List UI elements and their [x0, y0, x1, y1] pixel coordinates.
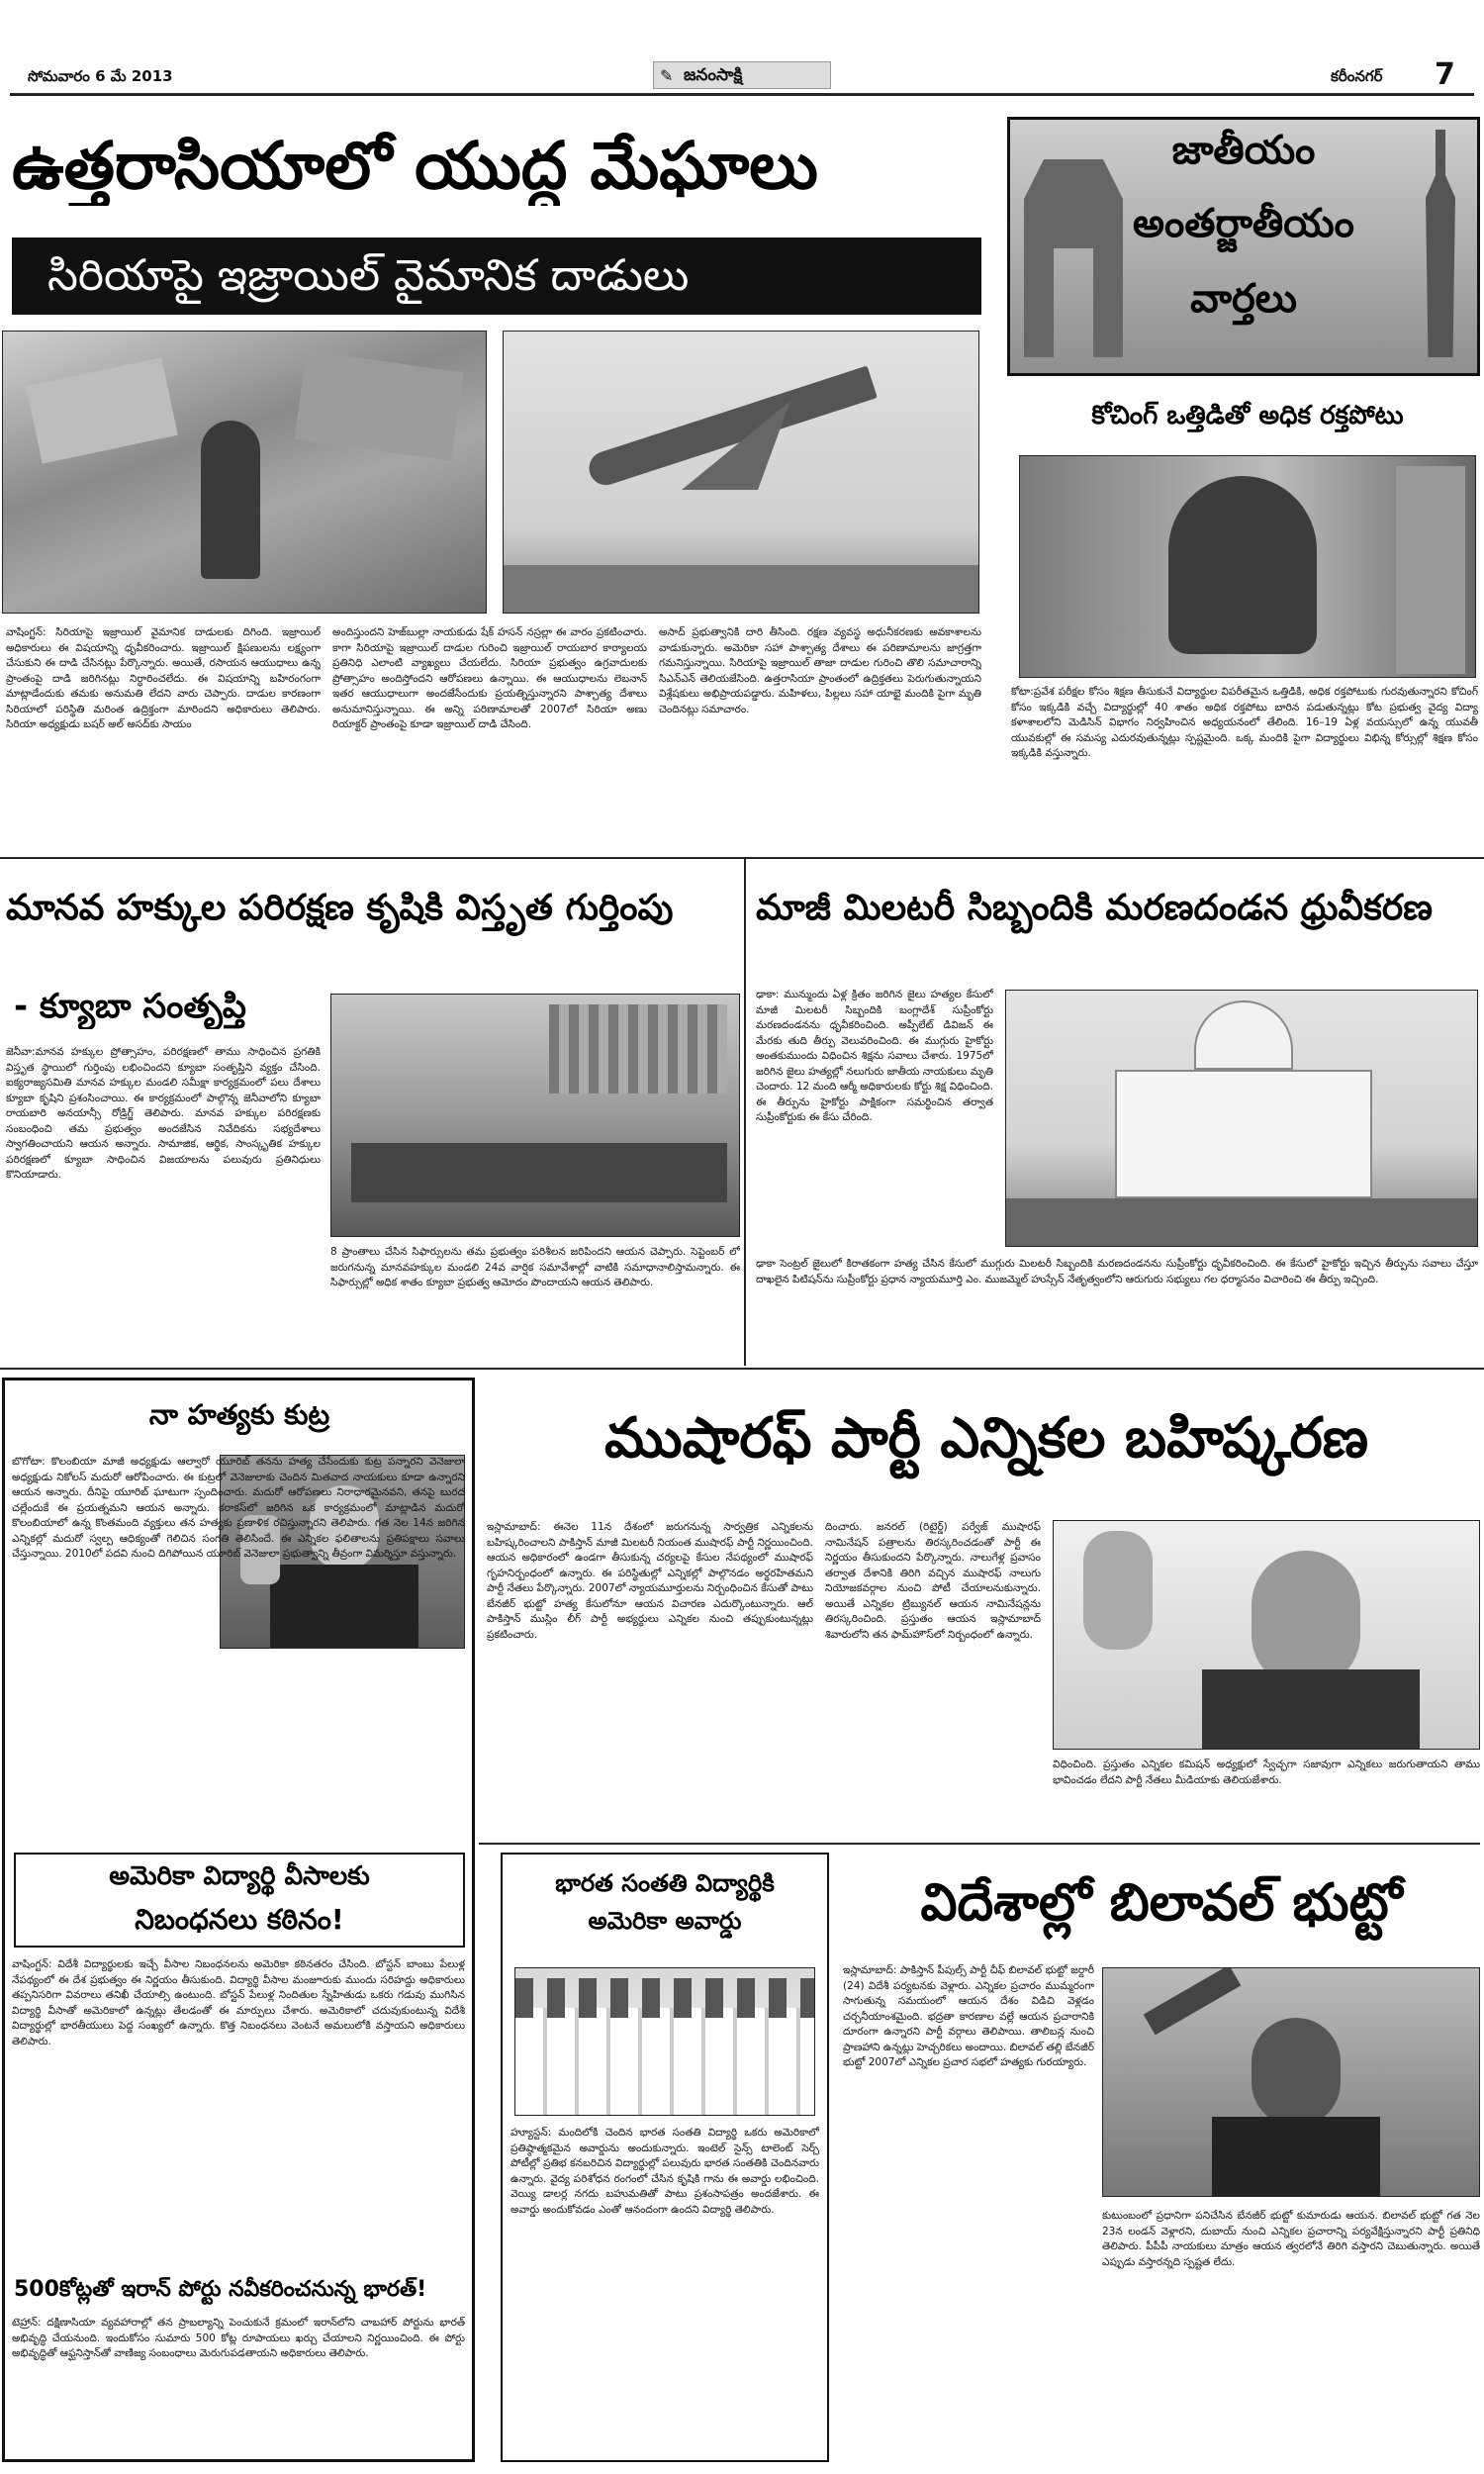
musharraf-body-col1: ఇస్లామాబాద్: ఈనెల 11న దేశంలో జరుగనున్న సార్వత్రిక ఎన్నికలను బహిష్కరించాలని పాకిస్తాన్ మాజీ మిలటరీ నియంత ముషారఫ్ పార్టీ నిర్ణయించింది. ఆయన అధికారంలో ఉండగా తీసుకున్న చర్యలపై కేసుల నేపథ్యంలో ముషారఫ్ గృహనిర్బంధంలో ఉన్నారు. ఈ పరిస్థితుల్లో ఎన్నికల్లో పాల్గొనడం అర్థరహితమని పార్టీ నేతలు పేర్కొన్నారు. 2007లో న్యాయమూర్తులను నిర్బంధించిన కేసుతో పాటు బేనజీర్ భుట్టో హత్య కేసులోనూ ఆయన విచారణ ఎదుర్కొంటున్నారు. ఆల్ పాకిస్తాన్ ముస్లిం లీగ్ పార్టీ అభ్యర్థులు ఎన్నికల నుంచి తప్పుకుంటున్నట్లు ప్రకటించారు.: [487, 1521, 813, 1641]
section-divider-mid: [744, 857, 746, 1366]
sidebar-banner-line2: అంతర్జాతీయం: [1133, 201, 1354, 246]
visa-headline-line2: నిబంధనలు కఠినం!: [135, 1903, 344, 1936]
section-rule-1: [0, 857, 1484, 859]
plot-body: బొగోటా: కొలంబియా మాజీ అధ్యక్షుడు ఆల్వారో యూరిబ్ తనను హత్య చేసేందుకు కుట్ర పన్నారని వెనెజులా అధ్యక్షుడు నికోలస్ మదురో ఆరోపించారు. ఈ కుట్రలో వెనెజులాకు చెందిన మితవాద నాయకులు కూడా ఉన్నారని ఆయన అన్నారు. దీనిపై యూరిబ్ ఘాటుగా స్పందించారు. మదురో ఆరోపణలు నిరాధారమైనవని, తనపై బురద చల్లేందుకే ఈ ప్రయత్నమని ఆయన అన్నారు. కరాకస్‌లో జరిగిన ఒక కార్యక్రమంలో మాట్లాడిన మదురో కొలంబియాలో ఉన్న కొంతమంది వ్యక్తులు తన హత్యకు ప్రణాళిక రచిస్తున్నారని తెలిపారు. గత నెల 14న జరిగిన ఎన్నికల్లో మదురో స్వల్ప ఆధిక్యంతో గెలిచిన సంగతి తెలిసిందే. ఈ ఎన్నికల ఫలితాలను ప్రతిపక్షాలు సవాలు చేస్తున్నాయి. 2010లో పదవి నుంచి దిగిపోయిన యూరిబ్ వెనెజులా ప్రభుత్వాన్ని తీవ్రంగా విమర్శిస్తూ వస్తున్నారు.: [12, 1456, 465, 1560]
musharraf-body-col2: దించారు. జనరల్ (రిటైర్డ్) పర్వేజ్ ముషారఫ్ నామినేషన్ పత్రాలను తిరస్కరించడంతో పార్టీ ఈ నిర్ణయం తీసుకుందని పేర్కొన్నారు. నాలుగేళ్ల ప్రవాసం తర్వాత దేశానికి తిరిగి వచ్చిన ముషారఫ్ నాలుగు నియోజకవర్గాల నుంచి పోటీ చేయాలనుకున్నారు. అయితే ఎన్నికల ట్రిబ్యునల్ ఆయన నామినేషన్లను తిరస్కరించింది. ప్రస్తుతం ఆయన ఇస్లామాబాద్ శివారులోని తన ఫామ్‌హౌస్‌లో నిర్బంధంలో ఉన్నారు.: [825, 1521, 1041, 1641]
musharraf-photo: [1053, 1520, 1480, 1750]
students-headline-line2: అమెరికా అవార్డు: [588, 1907, 742, 1935]
masthead-paper-name: జనంసాక్షి: [684, 65, 743, 85]
bilawal-headline: విదేశాల్లో బిలావల్ భుట్టో: [920, 1873, 1403, 1933]
bilawal-body-col1: ఇస్లామాబాద్: పాకిస్తాన్ పీపుల్స్ పార్టీ చీఫ్ బిలావల్ భుట్టో జర్దారీ (24) విదేశీ పర్యటనకు వెళ్లారు. ఎన్నికల ప్రచారం ముమ్మరంగా సాగుతున్న సమయంలో ఆయన దేశం విడిచి వెళ్లడం చర్చనీయాంశమైంది. భద్రతా కారణాల వల్లే ఆయన ప్రచారానికి దూరంగా ఉన్నారని పార్టీ వర్గాలు తెలిపాయి. తాలిబన్ల నుంచి ప్రాణహాని ఉన్నట్లు హెచ్చరికలు అందాయి. బిలావల్ తల్లి బేనజీర్ భుట్టో 2007లో ఎన్నికల ప్రచార సభలో హత్యకు గురయ్యారు.: [843, 1964, 1094, 2068]
visa-body: వాషింగ్టన్: విదేశీ విద్యార్థులకు ఇచ్చే వీసాల నిబంధనలను అమెరికా కఠినతరం చేసింది. బోస్టన్ బాంబు పేలుళ్ల నేపథ్యంలో ఈ దేశ ప్రభుత్వం ఈ నిర్ణయం తీసుకుంది. విద్యార్థి వీసాల మంజూరుకు ముందు సరిహద్దు అధికారులు తప్పనిసరిగా వివరాలు తనిఖీ చేయాల్సి ఉంటుంది. బోస్టన్ పేలుళ్ల నిందితుల స్నేహితుడు ఒకరు గడువు ముగిసిన విద్యార్థి వీసాతో అమెరికాలో ఉన్నట్లు తేలడంతో ఈ మార్పులు చేశారు. అమెరికాలో చదువుకుంటున్న విదేశీ విద్యార్థుల్లో భారతీయులు పెద్ద సంఖ్యలో ఉన్నారు. కొత్త నిబంధనలు వెంటనే అమలులోకి వస్తాయని అధికారులు తెలిపారు.: [12, 1958, 465, 2047]
lead-body-col1: వాషింగ్టన్: సిరియాపై ఇజ్రాయిల్ వైమానిక దాడులకు దిగింది. ఇజ్రాయిల్ అధికారులు ఈ విషయాన్ని ధృవీకరించారు. ఇజ్రాయిల్ క్షిపణులను లక్ష్యంగా చేసుకుని ఈ దాడి చేసినట్లు పేర్కొన్నారు. అయితే, రసాయన ఆయుధాలు ఉన్న ప్రాంతంపై దాడి జరిగినట్లు నిర్ధారించలేదు. ఈ విషయాన్ని బహిరంగంగా మాట్లాడేందుకు తమకు అనుమతి లేదని వారు చెప్పారు. దాడుల కారణంగా సిరియాలో పరిస్థితి మరింత ఉద్రిక్తంగా మారిందని అధికారులు తెలిపారు. సిరియా అధ్యక్షుడు బషర్ అల్ అసద్‌కు సాయం: [6, 626, 321, 730]
lead-subhead-band: [12, 238, 981, 315]
sidebar-banner-line3: వార్తలు: [1190, 276, 1297, 322]
rubble-photo: [2, 331, 487, 614]
plot-headline: నా హత్యకు కుట్ర: [148, 1398, 330, 1431]
bangladesh-supreme-court-photo: [1005, 990, 1478, 1247]
iran-body: టెహ్రాన్: దక్షిణాసియా వ్యవహారాల్లో తన ప్రాబల్యాన్ని పెంచుకునే క్రమంలో ఇరాన్‌లోని చాబహార్ పోర్టును భారత్ అభివృద్ధి చేయనుంది. ఇందుకోసం సుమారు 500 కోట్ల రూపాయలు ఖర్చు చేయాలని నిర్ణయించింది. ఈ పోర్టు అభివృద్ధితో ఆఫ్ఘనిస్తాన్‌తో వాణిజ్య సంబంధాలు మెరుగుపడతాయని అధికారులు తెలిపారు.: [12, 2317, 465, 2359]
sidebar-banner-line1: జాతీయం: [1171, 128, 1316, 173]
visa-headline-box: [14, 1853, 465, 1948]
musharraf-headline: ముషారఫ్ పార్టీ ఎన్నికల బహిష్కరణ: [604, 1406, 1368, 1471]
lead-headline: ఉత్తరాసియాలో యుద్ధ మేఘాలు: [12, 128, 818, 204]
stressed-student-photo: [1019, 455, 1476, 678]
masthead-city: కరీంనగర్: [1331, 67, 1383, 85]
military-body-col1: ఢాకా: మున్ముందు ఏళ్ల క్రితం జరిగిన జైలు హత్యల కేసులో మాజీ మిలటరీ సిబ్బందికి బంగ్లాదేశ్ సుప్రీంకోర్టు మరణదండనను ధృవీకరించింది. అప్పీలేట్ డివిజన్ ఈ మేరకు తుది తీర్పు వెలువరించింది. ఈ ముగ్గురు హైకోర్టు అంతకుముందు విధించిన శిక్షను సవాలు చేశారు. 1975లో జరిగిన జైలు హత్యల్లో నలుగురు జాతీయ నాయకులు మృతి చెందారు. 12 మంది ఆర్మీ అధికారులకు కోర్టు శిక్ష విధించింది. ఈ తీర్పును హైకోర్టు పాక్షికంగా సమర్థించిన తర్వాత సుప్రీంకోర్టుకు ఈ కేసు చేరింది.: [756, 989, 993, 1123]
students-group-photo: [514, 1967, 815, 2116]
visa-headline-line1: అమెరికా విద్యార్థి వీసాలకు: [109, 1861, 370, 1891]
bilawal-body-col2: కుటుంబంలో ప్రధానిగా పనిచేసిన బేనజీర్ భుట్టో కుమారుడు ఆయన. బిలావల్ భుట్టో గత నెల 23న లండన్ వెళ్లారని, దుబాయ్ నుంచి ఎన్నికల ప్రచారాన్ని పర్యవేక్షిస్తున్నారని పార్టీ ప్రతినిధి తెలిపారు. పీపీపీ నాయకులు మాత్రం ఆయన త్వరలోనే తిరిగి వస్తారని చెబుతున్నారు. అయితే ఎప్పుడు వస్తారన్నది స్పష్టత లేదు.: [1102, 2210, 1480, 2268]
page-number: 7: [1435, 57, 1455, 92]
lead-body-col3: అసాద్ ప్రభుత్వానికి దారి తీసింది. రక్షణ వ్యవస్థ అధునీకరణకు అవకాశాలను వాడుకున్నారు. అమెరికా సహా పాశ్చాత్య దేశాలు ఈ పరిణామాలను జాగ్రత్తగా గమనిస్తున్నాయి. సిరియాపై ఇజ్రాయిల్ తాజా దాడుల గురించి తొలి సమాచారాన్ని సిఎన్ఎన్ తెలియజేసింది. ఉత్తరాసియా ప్రాంతంలో ఉద్రిక్తతలు పెరుగుతున్నాయని విశ్లేషకులు అభిప్రాయపడ్డారు. మహిళలు, పిల్లలు సహా యాభై మందికి పైగా మృతి చెందినట్లు సమాచారం.: [659, 626, 981, 715]
section-rule-2: [0, 1368, 1484, 1370]
masthead: [0, 57, 1484, 92]
musharraf-body-col3: విధించింది. ప్రస్తుతం ఎన్నికల కమిషన్ అధ్యక్షులో స్వేచ్ఛగా సజావుగా ఎన్నికలు జరుగుతాయని తాము భావించడం లేదని పార్టీ నేతలు మీడియాకు తెలియజేశారు.: [1053, 1759, 1480, 1786]
un-conference-photo: [330, 994, 740, 1237]
fighter-jet-photo: [503, 331, 979, 614]
sidebar-story-body: కోటా:ప్రవేశ పరీక్షల కోసం శిక్షణ తీసుకునే విద్యార్థుల విపరీతమైన ఒత్తిడికి, అధిక రక్తపోటుకు గురవుతున్నారని కోచింగ్ కోసం ఇక్కడికి వచ్చే విద్యార్థుల్లో 40 శాతం అధిక రక్తపోటు బారిన పడుతున్నట్లు కోట ప్రభుత్వ వైద్య విద్యా కళాశాలలోని మెడిసిన్ విభాగం నిర్వహించిన అధ్యయనంలో తేలింది. 16–19 ఏళ్ల వయస్సులో ఉన్న యువతీ యువకుల్లో ఈ సమస్య ఎదురవుతున్నట్లు స్పష్టమైంది. ఒక్క మందికి పైగా విద్యార్థులు విభిన్న కోర్సుల్లో శిక్షణ కోసం ఇక్కడికి వస్తున్నారు.: [1011, 686, 1478, 759]
military-body-col2: ఢాకా సెంట్రల్ జైలులో కిరాతకంగా హత్య చేసిన కేసులో ముగ్గురు మిలటరీ సిబ్బందికి మరణదండనను సుప్రీంకోర్టు ధృవీకరించింది. ఈ కేసులో హైకోర్టు ఇచ్చిన తీర్పును సవాలు చేస్తూ దాఖలైన పిటిషన్‌ను సుప్రీంకోర్టు ప్రధాన న్యాయమూర్తి ఎం. ముజమ్మెల్ హుస్సేన్ నేతృత్వంలోని ఆరుగురు సభ్యులు గల ధర్మాసనం విచారించి ఈ తీర్పు ఇచ్చింది.: [756, 1258, 1478, 1285]
cuba-body-col2: 8 ప్రాంతాలు చేసిన సిఫార్సులను తమ ప్రభుత్వం పరిశీలన జరిపిందని ఆయన చెప్పారు. సెప్టెంబర్ లో జరుగనున్న మానవహక్కుల మండలి 24వ వార్షిక సమావేశాల్లో వాటికి సమాధానాలిస్తామన్నారు. ఈ సిఫార్సుల్లో అధిక శాతం క్యూబా ప్రభుత్వ ఆమోదం పొందాయని ఆయన తెలిపారు.: [330, 1246, 740, 1288]
masthead-rule: [10, 93, 1474, 96]
students-headline-line1: భారత సంతతి విద్యార్థికి: [555, 1869, 775, 1897]
lead-body-col2: అందిస్తుందని హెజ్‌బుల్లా నాయకుడు షేక్ హసన్ నస్రల్లా ఈ వారం ప్రకటించారు. కాగా సిరియాపై ఇజ్రాయిల్ దాడుల గురించి ఇజ్రాయిల్ రాయబార కార్యాలయ ప్రతినిధి ఎలాంటి వ్యాఖ్యలు చేయలేదు. సిరియా ప్రభుత్వం ఉగ్రవాదులకు ప్రోత్సాహం అందిస్తోందని ఆరోపణలు ఉన్నాయి. ఈ ఆయుధాలను లెబనాన్ ఇతర ఆయుధాలుగా అందజేసేందుకు ప్రయత్నిస్తున్నారని పాశ్చాత్య దేశాలు అనుమానిస్తున్నాయి. ఈ అన్ని పరిణామాలతో 2007లో సిరియా అణు రియాక్టర్ ప్రాంతంపై కూడా ఇజ్రాయిల్ దాడి చేసింది.: [332, 626, 647, 730]
section-rule-3: [479, 1843, 1480, 1845]
sidebar-banner: [1007, 117, 1480, 376]
cuba-subhead: - క్యూబా సంతృప్తి: [14, 987, 246, 1026]
masthead-date: సోమవారం 6 మే 2013: [28, 67, 173, 85]
masthead-logo: [653, 61, 831, 89]
cuba-body-col1: జెనీవా:మానవ హక్కుల ప్రోత్సాహం, పరిరక్షణలో తాము సాధించిన ప్రగతికి విస్తృత స్థాయిలో గుర్తింపు లభించిందని క్యూబా సంతృప్తిని వ్యక్తం చేసింది. ఐక్యరాజ్యసమితి మానవ హక్కుల మండలి సమీక్షా కార్యక్రమంలో పలు దేశాలు క్యూబా కృషిని ప్రశంసించాయి. ఈ కార్యక్రమంలో పాల్గొన్న జెనీవాలోని క్యూబా రాయబారి అనయాన్సీ రోడ్రిగ్జ్ తెలిపారు. మానవ హక్కుల పరిరక్షణకు సంబంధించి తమ ప్రభుత్వం అందజేసిన నివేదికను సభ్యదేశాలు స్వాగతించాయని ఆయన అన్నారు. సామాజిక, ఆర్థిక, సాంస్కృతిక హక్కుల పరిరక్షణలో క్యూబా సాధించిన విజయాలను పలువురు ప్రతినిధులు కొనియాడారు.: [6, 1046, 321, 1181]
military-headline: మాజీ మిలటరీ సిబ్బందికి మరణదండన ధ్రువీకరణ: [756, 888, 1433, 928]
iran-headline: 500కోట్లతో ఇరాన్ పోర్టు నవీకరించనున్న భారత్!: [14, 2277, 427, 2302]
cuba-headline: మానవ హక్కుల పరిరక్షణ కృషికి విస్తృత గుర్తింపు: [6, 888, 674, 928]
lead-subhead: సిరియాపై ఇజ్రాయిల్ వైమానిక దాడులు: [47, 250, 690, 301]
students-body: హ్యూస్టన్: మందిలోకి చెందిన భారత సంతతి విద్యార్థి ఒకరు అమెరికాలో ప్రతిష్ఠాత్మకమైన అవార్డును అందుకున్నారు. ఇంటెల్ సైన్స్ టాలెంట్ సెర్చ్ పోటీల్లో ప్రతిభ కనబరిచిన విద్యార్థుల్లో పలువురు భారత సంతతికి చెందినవారు ఉన్నారు. వైద్య పరిశోధన రంగంలో చేసిన కృషికి గాను ఈ అవార్డు లభించింది. వెయ్యి డాలర్ల నగదు బహుమతితో పాటు ప్రశంసాపత్రం అందజేశారు. ఈ అవార్డు అందుకోవడం ఎంతో ఆనందంగా ఉందని విద్యార్థి తెలిపారు.: [510, 2127, 819, 2216]
cuba-body-col1-cont: [6, 1239, 321, 1354]
bilawal-photo: [1102, 1967, 1480, 2197]
logo-icon: ✎: [660, 66, 674, 85]
sidebar-story-headline: కోచింగ్ ఒత్తిడితో అధిక రక్తపోటు: [1091, 401, 1404, 430]
